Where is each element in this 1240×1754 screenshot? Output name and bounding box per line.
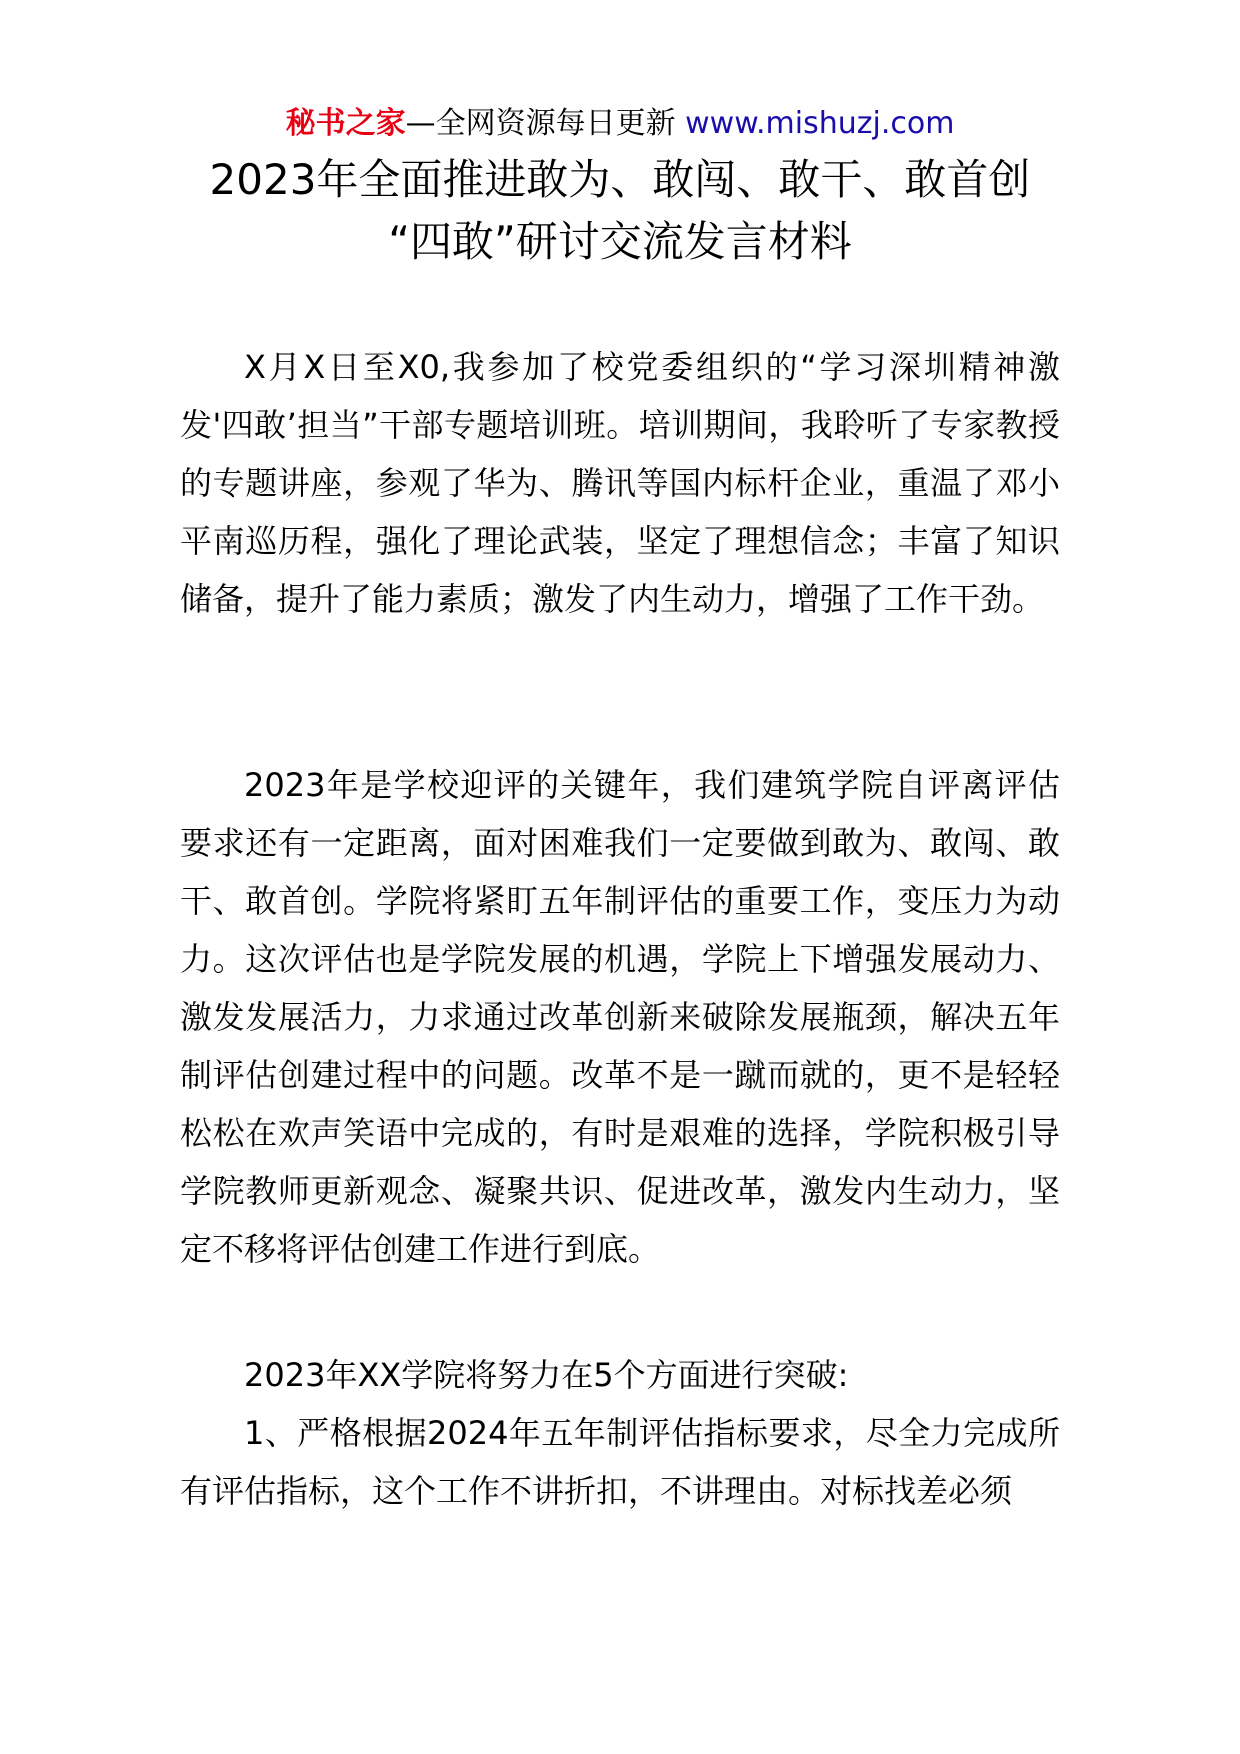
header-tagline: —全网资源每日更新 — [405, 106, 686, 141]
site-header — [0, 104, 1240, 144]
document-title-line-1: 2023年全面推进敢为、敢闯、敢干、敢首创 — [209, 155, 1031, 204]
brand-name: 秘书之家 — [285, 106, 406, 141]
body-paragraph-1: X月X日至X0,我参加了校党委组织的“学习深圳精神激发'四敢’担当”干部专题培训班。培训期间，我聆听了专家教授的专题讲座，参观了华为、腾讯等国内标杆企业，重温了邓小平南巡历程，强化了理论武装，坚定了理想信念；丰富了知识储备，提升了能力素质；激发了内生动力，增强了工作干劲。 — [180, 348, 1060, 618]
document-title-line-2: “四敢”研讨交流发言材料 — [388, 217, 852, 266]
body-paragraph-3: 2023年XX学院将努力在5个方面进行突破: — [244, 1356, 849, 1394]
body-paragraph-4: 1、严格根据2024年五年制评估指标要求，尽全力完成所有评估指标，这个工作不讲折扣，不讲理由。对标找差必须 — [180, 1414, 1060, 1510]
body-paragraph-2: 2023年是学校迎评的关键年，我们建筑学院自评离评估要求还有一定距离，面对困难我们一定要做到敢为、敢闯、敢干、敢首创。学院将紧盯五年制评估的重要工作，变压力为动力。这次评估也是学院发展的机遇，学院上下增强发展动力、激发发展活力，力求通过改革创新来破除发展瓶颈，解决五年制评估创建过程中的问题。改革不是一蹴而就的，更不是轻轻松松在欢声笑语中完成的，有时是艰难的选择，学院积极引导学院教师更新观念、凝聚共识、促进改革，激发内生动力，坚定不移将评估创建工作进行到底。 — [180, 766, 1060, 1268]
site-url-link[interactable]: www.mishuzj.com — [685, 106, 955, 141]
